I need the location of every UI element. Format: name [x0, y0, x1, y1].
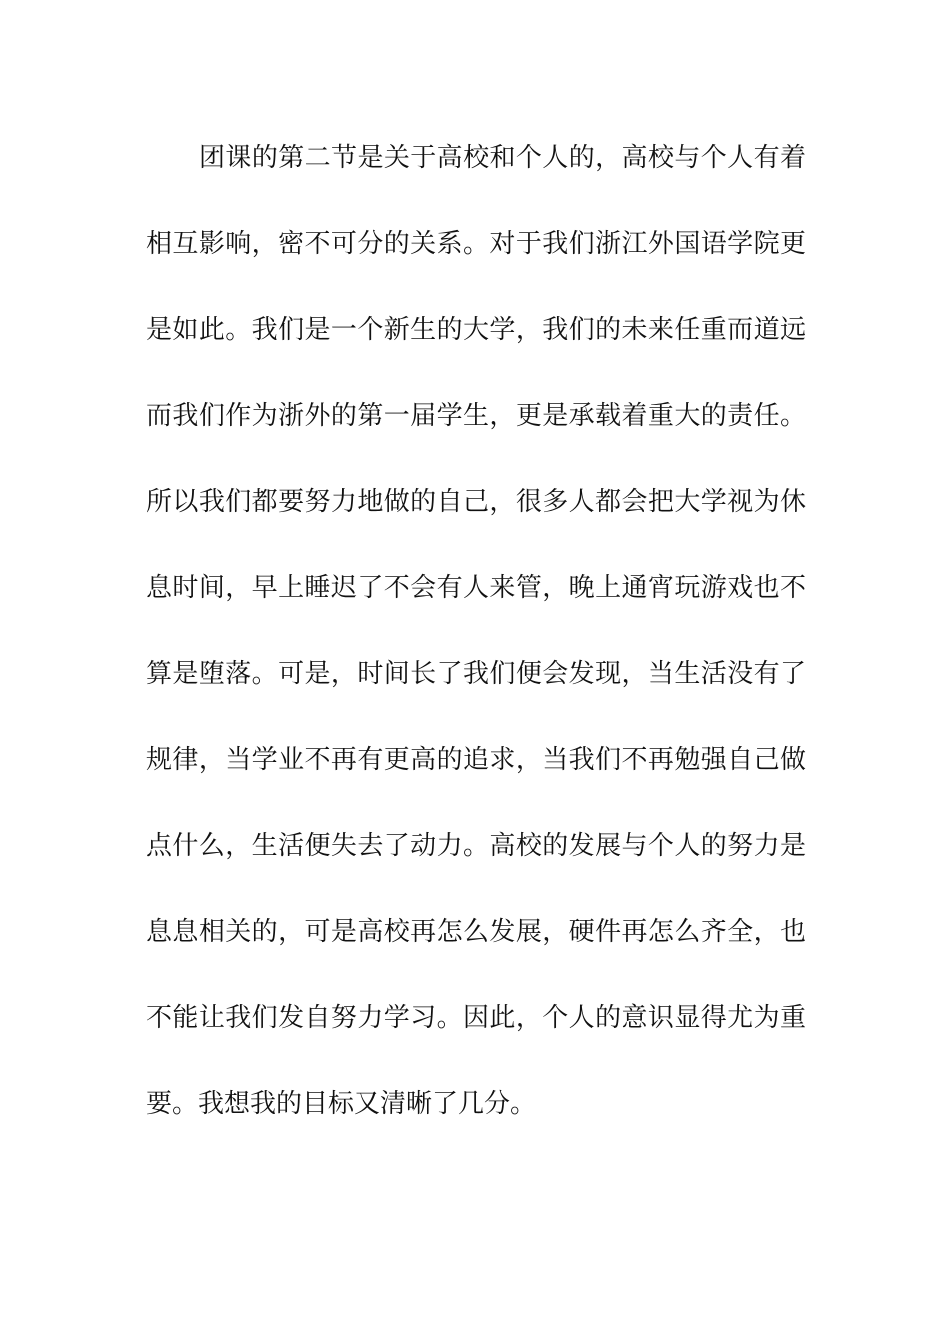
paragraph-line: 算是堕落。可是，时间长了我们便会发现，当生活没有了: [146, 659, 806, 689]
paragraph-line: 所以我们都要努力地做的自己，很多人都会把大学视为休: [146, 487, 806, 517]
paragraph-line: 是如此。我们是一个新生的大学，我们的未来任重而道远: [146, 315, 806, 345]
paragraph-line: 息时间，早上睡迟了不会有人来管，晚上通宵玩游戏也不: [146, 573, 806, 603]
paragraph-line: 不能让我们发自努力学习。因此，个人的意识显得尤为重: [146, 1003, 806, 1033]
paragraph-line: 要。我想我的目标又清晰了几分。: [146, 1089, 537, 1119]
paragraph-line: 相互影响，密不可分的关系。对于我们浙江外国语学院更: [146, 229, 806, 259]
paragraph-line: 而我们作为浙外的第一届学生，更是承载着重大的责任。: [146, 401, 806, 431]
paragraph-line: 团课的第二节是关于高校和个人的，高校与个人有着: [199, 143, 806, 173]
paragraph-line: 息息相关的，可是高校再怎么发展，硬件再怎么齐全，也: [146, 917, 806, 947]
paragraph-line: 规律，当学业不再有更高的追求，当我们不再勉强自己做: [146, 745, 806, 775]
paragraph-line: 点什么，生活便失去了动力。高校的发展与个人的努力是: [146, 831, 806, 861]
